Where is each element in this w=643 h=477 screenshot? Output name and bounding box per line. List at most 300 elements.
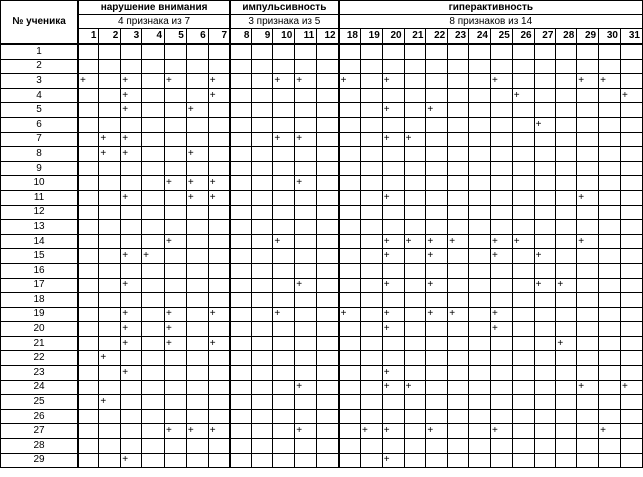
mark-cell	[599, 307, 621, 322]
plus-mark: +	[209, 177, 216, 189]
mark-cell	[78, 220, 99, 235]
mark-cell	[490, 132, 512, 147]
plus-mark: +	[405, 381, 412, 393]
mark-cell	[469, 103, 491, 118]
mark-cell	[295, 147, 317, 162]
mark-cell	[339, 278, 361, 293]
mark-cell	[165, 336, 187, 351]
plus-mark: +	[80, 74, 86, 86]
mark-cell	[534, 132, 556, 147]
mark-cell	[512, 220, 534, 235]
mark-cell	[490, 117, 512, 132]
mark-cell	[142, 190, 165, 205]
mark-cell	[512, 59, 534, 74]
mark-cell	[534, 380, 556, 395]
mark-cell	[252, 147, 273, 162]
mark-cell	[317, 176, 339, 191]
mark-cell	[165, 307, 187, 322]
plus-mark: +	[187, 425, 194, 437]
mark-cell	[317, 190, 339, 205]
mark-cell	[382, 336, 404, 351]
mark-cell	[252, 409, 273, 424]
mark-cell	[142, 103, 165, 118]
plus-mark: +	[513, 235, 520, 247]
mark-cell	[208, 44, 230, 59]
table-row	[1, 59, 643, 74]
mark-cell	[252, 190, 273, 205]
mark-cell	[556, 307, 577, 322]
mark-cell	[599, 380, 621, 395]
mark-cell	[448, 59, 469, 74]
mark-cell	[556, 74, 577, 89]
plus-mark: +	[122, 191, 129, 203]
mark-cell	[426, 132, 448, 147]
corner-header: № ученика	[1, 1, 79, 45]
plus-mark: +	[209, 425, 216, 437]
mark-cell	[556, 322, 577, 337]
group-title: импульсивность	[230, 1, 339, 15]
student-number: 24	[1, 380, 79, 395]
mark-cell	[186, 103, 208, 118]
mark-cell	[448, 380, 469, 395]
mark-cell	[99, 176, 121, 191]
mark-cell	[208, 205, 230, 220]
plus-mark: +	[122, 454, 129, 466]
mark-cell	[490, 424, 512, 439]
column-number: 27	[534, 29, 556, 45]
student-number: 25	[1, 395, 79, 410]
mark-cell	[186, 380, 208, 395]
mark-cell	[469, 176, 491, 191]
mark-cell	[121, 117, 142, 132]
mark-cell	[99, 409, 121, 424]
mark-cell	[490, 293, 512, 308]
mark-cell	[382, 322, 404, 337]
plus-mark: +	[100, 352, 107, 364]
mark-cell	[556, 453, 577, 468]
mark-cell	[620, 59, 642, 74]
mark-cell	[534, 176, 556, 191]
mark-cell	[230, 176, 252, 191]
mark-cell	[404, 322, 426, 337]
column-number: 23	[448, 29, 469, 45]
mark-cell	[78, 205, 99, 220]
mark-cell	[534, 278, 556, 293]
mark-cell	[339, 147, 361, 162]
mark-cell	[230, 336, 252, 351]
mark-cell	[78, 117, 99, 132]
plus-mark: +	[274, 74, 281, 86]
mark-cell	[577, 395, 599, 410]
mark-cell	[404, 424, 426, 439]
mark-cell	[382, 380, 404, 395]
mark-cell	[620, 263, 642, 278]
mark-cell	[512, 366, 534, 381]
mark-cell	[99, 74, 121, 89]
mark-cell	[599, 351, 621, 366]
mark-cell	[99, 322, 121, 337]
mark-cell	[252, 307, 273, 322]
mark-cell	[360, 44, 382, 59]
mark-cell	[186, 44, 208, 59]
mark-cell	[339, 336, 361, 351]
mark-cell	[360, 307, 382, 322]
plus-mark: +	[122, 308, 129, 320]
plus-mark: +	[427, 279, 434, 291]
plus-mark: +	[209, 74, 216, 86]
mark-cell	[252, 322, 273, 337]
mark-cell	[382, 74, 404, 89]
mark-cell	[99, 263, 121, 278]
mark-cell	[556, 293, 577, 308]
plus-mark: +	[209, 89, 216, 101]
plus-mark: +	[578, 74, 585, 86]
mark-cell	[273, 409, 295, 424]
plus-mark: +	[427, 104, 434, 116]
mark-cell	[577, 88, 599, 103]
mark-cell	[490, 307, 512, 322]
mark-cell	[534, 293, 556, 308]
mark-cell	[208, 220, 230, 235]
mark-cell	[165, 147, 187, 162]
mark-cell	[620, 322, 642, 337]
mark-cell	[121, 380, 142, 395]
group-title: гиперактивность	[339, 1, 643, 15]
column-number: 10	[273, 29, 295, 45]
mark-cell	[186, 176, 208, 191]
plus-mark: +	[122, 147, 129, 159]
mark-cell	[404, 278, 426, 293]
plus-mark: +	[557, 279, 564, 291]
column-number: 25	[490, 29, 512, 45]
mark-cell	[273, 220, 295, 235]
mark-cell	[273, 249, 295, 264]
mark-cell	[317, 293, 339, 308]
plus-mark: +	[449, 308, 456, 320]
mark-cell	[620, 366, 642, 381]
student-number: 13	[1, 220, 79, 235]
plus-mark: +	[340, 74, 347, 86]
mark-cell	[490, 263, 512, 278]
mark-cell	[620, 220, 642, 235]
mark-cell	[165, 439, 187, 454]
plus-mark: +	[383, 250, 390, 262]
mark-cell	[469, 439, 491, 454]
mark-cell	[317, 322, 339, 337]
mark-cell	[295, 103, 317, 118]
mark-cell	[165, 293, 187, 308]
column-number: 11	[295, 29, 317, 45]
mark-cell	[230, 439, 252, 454]
mark-cell	[230, 132, 252, 147]
mark-cell	[556, 220, 577, 235]
mark-cell	[426, 263, 448, 278]
mark-cell	[404, 263, 426, 278]
mark-cell	[121, 278, 142, 293]
plus-mark: +	[296, 177, 303, 189]
mark-cell	[490, 234, 512, 249]
mark-cell	[426, 336, 448, 351]
mark-cell	[165, 380, 187, 395]
column-number: 26	[512, 29, 534, 45]
mark-cell	[404, 205, 426, 220]
mark-cell	[317, 205, 339, 220]
mark-cell	[78, 190, 99, 205]
plus-mark: +	[383, 323, 390, 335]
mark-cell	[295, 205, 317, 220]
plus-mark: +	[535, 279, 542, 291]
mark-cell	[448, 336, 469, 351]
mark-cell	[142, 366, 165, 381]
student-number: 11	[1, 190, 79, 205]
mark-cell	[534, 409, 556, 424]
student-number: 19	[1, 307, 79, 322]
mark-cell	[577, 132, 599, 147]
mark-cell	[534, 74, 556, 89]
mark-cell	[339, 293, 361, 308]
mark-cell	[165, 132, 187, 147]
mark-cell	[360, 59, 382, 74]
mark-cell	[317, 336, 339, 351]
mark-cell	[404, 88, 426, 103]
mark-cell	[295, 161, 317, 176]
plus-mark: +	[296, 425, 303, 437]
plus-mark: +	[383, 74, 390, 86]
mark-cell	[230, 453, 252, 468]
mark-cell	[448, 278, 469, 293]
mark-cell	[577, 74, 599, 89]
mark-cell	[121, 395, 142, 410]
mark-cell	[469, 59, 491, 74]
mark-cell	[208, 74, 230, 89]
mark-cell	[620, 395, 642, 410]
mark-cell	[99, 147, 121, 162]
mark-cell	[339, 351, 361, 366]
mark-cell	[490, 409, 512, 424]
mark-cell	[577, 307, 599, 322]
mark-cell	[577, 103, 599, 118]
mark-cell	[599, 439, 621, 454]
mark-cell	[78, 278, 99, 293]
mark-cell	[448, 103, 469, 118]
column-number: 30	[599, 29, 621, 45]
plus-mark: +	[187, 177, 194, 189]
plus-mark: +	[166, 337, 172, 349]
mark-cell	[360, 263, 382, 278]
mark-cell	[469, 366, 491, 381]
table-row	[1, 220, 643, 235]
mark-cell	[469, 132, 491, 147]
mark-cell	[556, 234, 577, 249]
mark-cell	[230, 293, 252, 308]
mark-cell	[99, 249, 121, 264]
mark-cell	[599, 176, 621, 191]
mark-cell	[317, 249, 339, 264]
mark-cell	[165, 366, 187, 381]
mark-cell	[577, 117, 599, 132]
mark-cell	[208, 336, 230, 351]
mark-cell	[534, 424, 556, 439]
mark-cell	[165, 117, 187, 132]
student-number: 12	[1, 205, 79, 220]
mark-cell	[534, 205, 556, 220]
plus-mark: +	[383, 366, 390, 378]
mark-cell	[599, 234, 621, 249]
mark-cell	[317, 409, 339, 424]
mark-cell	[599, 336, 621, 351]
mark-cell	[339, 439, 361, 454]
mark-cell	[404, 234, 426, 249]
mark-cell	[382, 88, 404, 103]
mark-cell	[252, 293, 273, 308]
mark-cell	[426, 453, 448, 468]
mark-cell	[490, 336, 512, 351]
column-number: 31	[620, 29, 642, 45]
mark-cell	[620, 351, 642, 366]
mark-cell	[556, 409, 577, 424]
mark-cell	[208, 59, 230, 74]
mark-cell	[230, 161, 252, 176]
plus-mark: +	[557, 337, 564, 349]
mark-cell	[577, 263, 599, 278]
mark-cell	[230, 74, 252, 89]
mark-cell	[426, 409, 448, 424]
mark-cell	[186, 147, 208, 162]
mark-cell	[426, 366, 448, 381]
mark-cell	[382, 44, 404, 59]
mark-cell	[142, 439, 165, 454]
mark-cell	[360, 234, 382, 249]
mark-cell	[339, 205, 361, 220]
plus-mark: +	[383, 454, 390, 466]
mark-cell	[360, 366, 382, 381]
mark-cell	[230, 366, 252, 381]
plus-mark: +	[578, 381, 585, 393]
mark-cell	[230, 103, 252, 118]
mark-cell	[577, 205, 599, 220]
mark-cell	[99, 366, 121, 381]
mark-cell	[599, 88, 621, 103]
mark-cell	[512, 176, 534, 191]
mark-cell	[252, 132, 273, 147]
mark-cell	[512, 424, 534, 439]
mark-cell	[99, 205, 121, 220]
student-number: 21	[1, 336, 79, 351]
mark-cell	[620, 176, 642, 191]
plus-mark: +	[621, 381, 628, 393]
mark-cell	[448, 190, 469, 205]
mark-cell	[382, 249, 404, 264]
mark-cell	[186, 424, 208, 439]
mark-cell	[469, 380, 491, 395]
mark-cell	[339, 176, 361, 191]
mark-cell	[186, 234, 208, 249]
mark-cell	[208, 322, 230, 337]
student-number: 16	[1, 263, 79, 278]
table-row	[1, 88, 643, 103]
mark-cell	[599, 59, 621, 74]
mark-cell	[599, 366, 621, 381]
mark-cell	[599, 409, 621, 424]
mark-cell	[448, 220, 469, 235]
mark-cell	[512, 439, 534, 454]
mark-cell	[121, 366, 142, 381]
mark-cell	[186, 307, 208, 322]
mark-cell	[599, 205, 621, 220]
mark-cell	[208, 366, 230, 381]
mark-cell	[426, 293, 448, 308]
mark-cell	[577, 380, 599, 395]
mark-cell	[99, 278, 121, 293]
mark-cell	[512, 278, 534, 293]
mark-cell	[339, 322, 361, 337]
plus-mark: +	[166, 323, 172, 335]
mark-cell	[556, 351, 577, 366]
mark-cell	[620, 88, 642, 103]
mark-cell	[599, 322, 621, 337]
mark-cell	[490, 380, 512, 395]
mark-cell	[295, 351, 317, 366]
mark-cell	[404, 74, 426, 89]
mark-cell	[121, 439, 142, 454]
mark-cell	[186, 117, 208, 132]
mark-cell	[534, 322, 556, 337]
mark-cell	[426, 234, 448, 249]
mark-cell	[360, 249, 382, 264]
mark-cell	[208, 161, 230, 176]
mark-cell	[534, 249, 556, 264]
mark-cell	[339, 409, 361, 424]
mark-cell	[577, 336, 599, 351]
mark-cell	[295, 336, 317, 351]
column-number: 2	[99, 29, 121, 45]
mark-cell	[142, 161, 165, 176]
mark-cell	[448, 322, 469, 337]
table-row	[1, 278, 643, 293]
mark-cell	[490, 161, 512, 176]
column-number: 6	[186, 29, 208, 45]
mark-cell	[142, 263, 165, 278]
mark-cell	[620, 205, 642, 220]
mark-cell	[295, 59, 317, 74]
mark-cell	[186, 190, 208, 205]
mark-cell	[512, 336, 534, 351]
mark-cell	[490, 249, 512, 264]
plus-mark: +	[405, 133, 412, 145]
mark-cell	[512, 380, 534, 395]
mark-cell	[142, 278, 165, 293]
table-row	[1, 176, 643, 191]
mark-cell	[404, 351, 426, 366]
mark-cell	[534, 220, 556, 235]
mark-cell	[556, 263, 577, 278]
mark-cell	[208, 88, 230, 103]
mark-cell	[577, 351, 599, 366]
mark-cell	[448, 234, 469, 249]
column-number: 4	[142, 29, 165, 45]
mark-cell	[230, 249, 252, 264]
mark-cell	[78, 234, 99, 249]
plus-mark: +	[274, 308, 281, 320]
mark-cell	[99, 293, 121, 308]
plus-mark: +	[100, 133, 107, 145]
mark-cell	[165, 220, 187, 235]
mark-cell	[448, 176, 469, 191]
group-subtitle: 4 признака из 7	[78, 15, 230, 29]
mark-cell	[382, 453, 404, 468]
mark-cell	[404, 220, 426, 235]
student-number: 3	[1, 74, 79, 89]
